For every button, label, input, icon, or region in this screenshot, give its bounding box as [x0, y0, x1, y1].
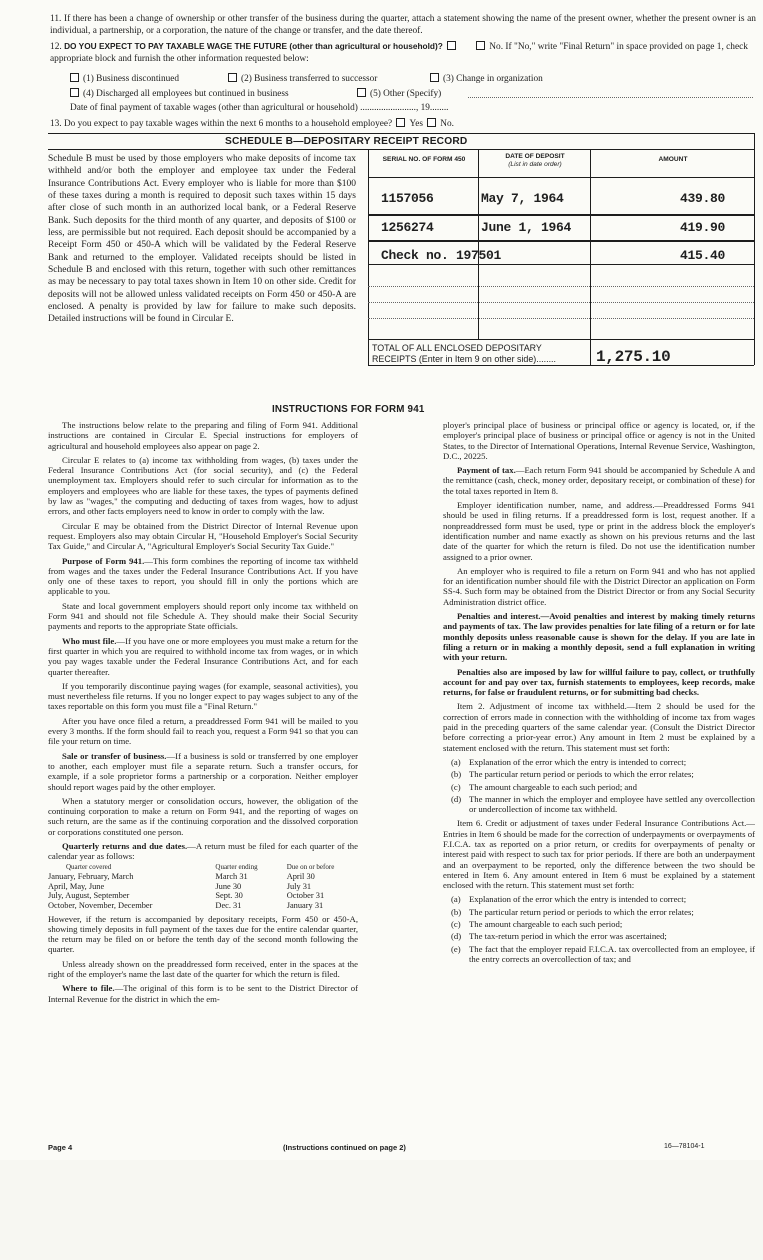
- row-rule-5: [368, 302, 754, 303]
- sale-transfer-text: —If a business is sold or transferred by one employer to another, each employer must file a separate return. Such a transfer occurs, for example, if a sole proprietor forms a partnership or a corporation. Neither employer should report wages paid by the other employer.: [48, 750, 358, 792]
- col-date-header: DATE OF DEPOSIT: [505, 153, 565, 160]
- list-item: [443, 919, 755, 929]
- option-change-in-organization[interactable]: [428, 73, 543, 84]
- qt-cell: June 30: [215, 881, 242, 891]
- right-p8-item6: Item 6. Credit or adjustment of taxes under Federal Insurance Contributions Act.—Entries in Item 6 should be made for the correction of underpayments or overpayments of F.I.C.A. tax as reported on a prior return, or credits for overpayments of penalty or interest paid with respect to such tax for prior periods. If there are both an underpayment and an overpayment to be reported, only the difference between the two should be entered in Item 6. Any amount entered in Item 6 must be explained by a statement enclosed with the return. This statement must set forth:: [443, 818, 755, 891]
- qt-cell: April, May, June: [48, 881, 105, 891]
- opt4-label: (4) Discharged all employees but continued in business: [83, 89, 289, 99]
- option-business-discontinued[interactable]: [68, 73, 179, 84]
- row2-serial: 1256274: [381, 220, 434, 235]
- left-p5: State and local government employers should report only income tax withheld on Form 941 and should not file Schedule A. They should make their Social Security payments and reports to the appropriate State officials.: [48, 600, 358, 632]
- quarterly-returns-heading: Quarterly returns and due dates.: [62, 840, 188, 851]
- item2-list: [443, 757, 755, 814]
- row3-serial: Check no. 197501: [381, 248, 502, 263]
- list-item: [443, 894, 755, 904]
- left-p7: If you temporarily discontinue paying wages (for example, seasonal activities), you must nevertheless file returns. If you no longer expect to pay wages subject to any of the taxes reportable on this form you must file a "Final Return.": [48, 680, 358, 712]
- list-text: The amount chargeable to each such period; and: [469, 781, 637, 792]
- row3-amount: 415.40: [680, 248, 726, 263]
- left-p3: Circular E may be obtained from the District Director of Internal Revenue upon request. Employers also may obtain Circular H, "Household Employer's Social Security Tax Guide," and Circular A, "Agricultural Employer's Social Security Tax Guide.": [48, 520, 358, 552]
- option-discharged-all-employees[interactable]: [68, 88, 289, 99]
- question-13: [50, 118, 454, 129]
- list-text: The particular return period or periods to which the error relates;: [469, 769, 694, 780]
- q12-no-label: No.: [489, 42, 504, 52]
- row-rule-1: [368, 214, 754, 216]
- list-key: (c): [451, 781, 461, 792]
- item6-list: [443, 894, 755, 964]
- qt-cell: January, February, March: [48, 872, 134, 882]
- instructions-left-column: [48, 420, 358, 1008]
- page-number: Page 4: [48, 1143, 73, 1152]
- list-text: The amount chargeable to each such period;: [469, 919, 623, 930]
- question-12-instructions: If "No," write "Final Return" in space provided on page 1, check appropriate block and furnish the other information requested below:: [50, 42, 748, 64]
- q13-no-label: No.: [440, 119, 454, 129]
- quarter-table-header: [48, 863, 358, 873]
- list-text: The particular return period or periods to which the error relates;: [469, 906, 694, 917]
- q12-no-checkbox[interactable]: [476, 41, 485, 50]
- date-final-payment: Date of final payment of taxable wages (other than agricultural or household) ........................, 19........: [70, 103, 449, 113]
- qt-cell: Sept. 30: [215, 891, 243, 901]
- row-rule-4: [368, 286, 754, 287]
- col-amount-header: AMOUNT: [658, 156, 688, 163]
- table-right-border: [754, 133, 755, 365]
- list-item: [443, 931, 755, 941]
- schedule-b-instructions: Schedule B must be used by those employers who make deposits of income tax withheld and/or both the employer and employee tax under the Federal Insurance Contributions Act. Every employer who is liable for more than $100 of these taxes during a month is required to deposit such taxes within 15 days after close of such month in an authorized local bank, or a Federal Reserve Bank. Such deposits for the third month of any quarter, and deposits of $100 or less, are permissible but not required. Each deposit should be accompanied by a Receipt Form 450 or 450-A which will be validated by the Federal Reserve Bank and returned to the employer. Validated receipts should be listed in Schedule B and enclosed with this return, together with such other remittances as may be necessary to pay total taxes shown in Item 10 on other side. Credit for deposits will not be allowed unless validated receipts on Form 450 or 450-A are enclosed. A penalty is provided by law for failure to make such deposits. Detailed instructions will be found in Circular E.: [48, 154, 356, 325]
- list-key: (a): [451, 894, 461, 905]
- opt2-checkbox[interactable]: [228, 73, 237, 82]
- list-key: (c): [451, 919, 461, 930]
- qt-cell: July, August, September: [48, 891, 130, 901]
- payment-of-tax-text: —Each return Form 941 should be accompanied by Schedule A and the remittance (cash, check, money order, depositary receipt, or combination of these) for the total taxes reported in Item 8.: [443, 465, 755, 496]
- right-p1: ployer's principal place of business or principal office or agency is located, or, if the employer's principal place of business or principal office or agency is not in the United States, to the Director of International Operations, Internal Revenue Service, Washington, D.C., 20225.: [443, 420, 755, 461]
- total-label: [372, 343, 556, 364]
- list-item: [443, 782, 755, 792]
- table-header-rule: [368, 177, 754, 178]
- qt-cell: October, November, December: [48, 900, 153, 910]
- col-serial-header: SERIAL NO. OF FORM 450: [382, 156, 466, 163]
- qt-cell: April 30: [286, 872, 315, 882]
- who-must-file-text: —If you have one or more employees you must make a return for the first quarter in which you are required to withhold income tax from wages, or in which you pay wages taxable under the Federal Insurance Contributions Act, and for each quarter thereafter.: [48, 635, 358, 677]
- schedule-b-title: SCHEDULE B—DEPOSITARY RECEIPT RECORD: [225, 136, 468, 147]
- q13-yes-label: Yes: [409, 119, 423, 129]
- total-label-line-1: TOTAL OF ALL ENCLOSED DEPOSITARY: [372, 343, 542, 353]
- list-key: (a): [451, 756, 461, 767]
- where-to-file-text: —The original of this form is to be sent to the District Director of Internal Revenue for the district in which the em-: [48, 983, 358, 1004]
- row-rule-2: [368, 240, 754, 242]
- instructions-right-column: [443, 420, 755, 968]
- qt-header-due: Due on or before: [286, 862, 335, 871]
- list-item: [443, 769, 755, 779]
- opt2-label: (2) Business transferred to successor: [241, 74, 378, 84]
- left-p8: After you have once filed a return, a preaddressed Form 941 will be mailed to you every 3 months. If the form should fail to reach you, request a Form 941 so that you can file your return on time.: [48, 715, 358, 747]
- left-p14: [48, 983, 358, 1004]
- purpose-heading: Purpose of Form 941.: [62, 555, 145, 566]
- question-13-text: 13. Do you expect to pay taxable wages within the next 6 months to a household employee?: [50, 119, 393, 129]
- who-must-file-heading: Who must file.: [62, 635, 117, 646]
- q13-no-checkbox[interactable]: [427, 118, 436, 127]
- right-p5-penalties: Penalties and interest.—Avoid penalties and interest by making timely returns and payments of tax. The law provides penalties for late filing of a return or for late monthly deposits unless reasonable cause is shown for the delay. If you are late in filing a return or in making a monthly deposit, send a full explanation in writing with your return.: [443, 611, 755, 663]
- list-text: Explanation of the error which the entry is intended to correct;: [469, 894, 687, 905]
- left-p13: Unless already shown on the preaddressed form received, enter in the spaces at the right of the employer's name the last date of the quarter for which the return is filed.: [48, 958, 358, 980]
- table-row: [48, 872, 358, 882]
- question-12-number: 12.: [50, 42, 62, 52]
- q13-yes-checkbox[interactable]: [396, 118, 405, 127]
- list-key: (e): [451, 943, 461, 954]
- table-row: [48, 882, 358, 892]
- opt4-checkbox[interactable]: [70, 88, 79, 97]
- left-p1: The instructions below relate to the preparing and filing of Form 941. Additional instructions are contained in Circular E. Special instructions for employers of agricultural and household employees also appear on page 2.: [48, 420, 358, 451]
- list-text: The fact that the employer repaid F.I.C.A. tax overcollected from an employee, if the entry corrects an overcollection of tax; and: [469, 943, 755, 964]
- qt-header-ending: Quarter ending: [215, 862, 258, 871]
- table-row: [48, 901, 358, 911]
- left-p12: However, if the return is accompanied by depositary receipts, Form 450 or 450-A, showing timely deposits in full payment of the taxes due for the entire calendar quarter, the return may be filed on or before the tenth day of the second month following the quarter.: [48, 913, 358, 955]
- list-item: [443, 757, 755, 767]
- qt-cell: Dec. 31: [215, 900, 242, 910]
- list-item: [443, 794, 755, 815]
- schedule-b-top-rule: [48, 133, 754, 134]
- table-col-divider-2: [590, 149, 591, 365]
- q12-yes-checkbox[interactable]: [447, 41, 456, 50]
- row1-date: May 7, 1964: [481, 191, 564, 206]
- payment-of-tax-heading: Payment of tax.: [457, 465, 516, 476]
- option-transferred-to-successor[interactable]: [226, 73, 377, 84]
- question-12-heading: DO YOU EXPECT TO PAY TAXABLE WAGE THE FUTURE (other than agricultural or household)?: [64, 41, 443, 51]
- list-item: [443, 907, 755, 917]
- qt-cell: January 31: [286, 900, 324, 910]
- left-p9: [48, 751, 358, 792]
- list-key: (d): [451, 793, 462, 804]
- option-other-specify[interactable]: [355, 88, 441, 99]
- list-item: [443, 944, 755, 965]
- schedule-b-title-rule: [48, 149, 754, 150]
- question-12: [50, 40, 756, 65]
- opt1-checkbox[interactable]: [70, 73, 79, 82]
- left-p4: [48, 556, 358, 597]
- row-rule-3: [368, 264, 754, 265]
- list-text: The tax-return period in which the error was ascertained;: [469, 931, 667, 942]
- left-p2: Circular E relates to (a) income tax withholding from wages, (b) taxes under the Federal Insurance Contributions Act (for social security), and (c) the Federal unemployment tax. Employers should refer to such circular for information as to the employers and employees who are liable for these taxes, the types of payments defined by law as "wages," the computing and deducting of taxes from wages, how to adjust errors, and other facts employers need to know in order to comply with the law.: [48, 454, 358, 517]
- col-date-subheader: (List in date order): [508, 161, 562, 168]
- opt3-checkbox[interactable]: [430, 73, 439, 82]
- list-key: (b): [451, 906, 462, 917]
- right-p7-item2: Item 2. Adjustment of income tax withheld.—Item 2 should be used for the correction of errors made in connection with the withholding of income tax from wages paid in the preceding quarters of the same calendar year. (Consult the District Director before correcting a prior-year error.) Any amount in Item 2 must be explained by a statement enclosed with the return. This statement must set forth:: [443, 701, 755, 753]
- opt5-checkbox[interactable]: [357, 88, 366, 97]
- list-text: Explanation of the error which the entry is intended to correct;: [469, 756, 687, 767]
- other-specify-field[interactable]: [468, 97, 753, 98]
- row1-serial: 1157056: [381, 191, 434, 206]
- quarterly-returns-text: —A return must be filed for each quarter of the calendar year as follows:: [48, 840, 358, 862]
- list-key: (d): [451, 931, 462, 942]
- right-p2: [443, 465, 755, 496]
- right-p3: Employer identification number, name, and address.—Preaddressed Forms 941 should be used in filing returns. If a preaddressed form is lost, request another. If a nonpreaddressed form must be used, type or print in the address block the employer's identification number and name exactly as shown on his previous returns and the last date of the quarter for which the return is filed. Do not use the identification number assigned to a prior owner.: [443, 500, 755, 562]
- form-code: 16—78104-1: [664, 1143, 705, 1150]
- row2-date: June 1, 1964: [481, 220, 572, 235]
- blank-margin: [0, 1160, 763, 1260]
- qt-cell: March 31: [215, 872, 248, 882]
- question-11: 11. If there has been a change of ownership or other transfer of the business during the quarter, attach a statement showing the name of the present owner, whether the present owner is an individual, a partnership, or a corporation, the nature of the change or transfer, and the date thereof.: [50, 14, 756, 36]
- table-bottom-rule: [368, 365, 754, 366]
- left-p10: When a statutory merger or consolidation occurs, however, the obligation of the continuing corporation to make a return on Form 941, and the reporting of wages on such return, are the same as if the continuing corporation and the dissolved corporation or corporations constituted one person.: [48, 795, 358, 837]
- list-key: (b): [451, 769, 462, 780]
- table-row: [48, 891, 358, 901]
- row-rule-6: [368, 318, 754, 319]
- row1-amount: 439.80: [680, 191, 726, 206]
- quarter-due-date-table: [48, 863, 358, 911]
- total-amount: 1,275.10: [596, 348, 671, 366]
- left-p11: [48, 841, 358, 862]
- right-p6: Penalties also are imposed by law for willful failure to pay, collect, or truthfully account for and pay over tax, furnish statements to employees, keep records, make returns, for false or fraudulent returns, or for submitting bad checks.: [443, 666, 755, 698]
- qt-cell: July 31: [286, 881, 312, 891]
- qt-cell: October 31: [286, 891, 325, 901]
- continued-note: (Instructions continued on page 2): [283, 1143, 406, 1152]
- total-label-line-2: RECEIPTS (Enter in Item 9 on other side)........: [372, 353, 556, 364]
- qt-header-quarter: Quarter covered: [66, 862, 112, 871]
- opt3-label: (3) Change in organization: [443, 74, 543, 84]
- opt1-label: (1) Business discontinued: [83, 74, 180, 84]
- row-rule-7: [368, 339, 754, 340]
- right-p4: An employer who is required to file a return on Form 941 and who has not applied for an identification number should file with the District Director an application on Form SS-4. Such form may be obtained from the District Director or from any Social Security Administration district office.: [443, 565, 755, 607]
- row2-amount: 419.90: [680, 220, 726, 235]
- purpose-text: —This form combines the reporting of income tax withheld from wages and the taxes under the Federal Insurance Contributions Act. If you have only one of these taxes to report, you should fill in only the portions which are applicable to you.: [48, 555, 358, 597]
- instructions-title: INSTRUCTIONS FOR FORM 941: [272, 404, 425, 415]
- where-to-file-heading: Where to file.: [62, 983, 115, 994]
- sale-transfer-heading: Sale or transfer of business.: [62, 750, 167, 761]
- opt5-label: (5) Other (Specify): [370, 89, 442, 99]
- table-left-border: [368, 149, 369, 365]
- left-p6: [48, 636, 358, 677]
- list-text: The manner in which the employer and employee have settled any overcollection or undercollection of income tax withheld.: [469, 793, 755, 815]
